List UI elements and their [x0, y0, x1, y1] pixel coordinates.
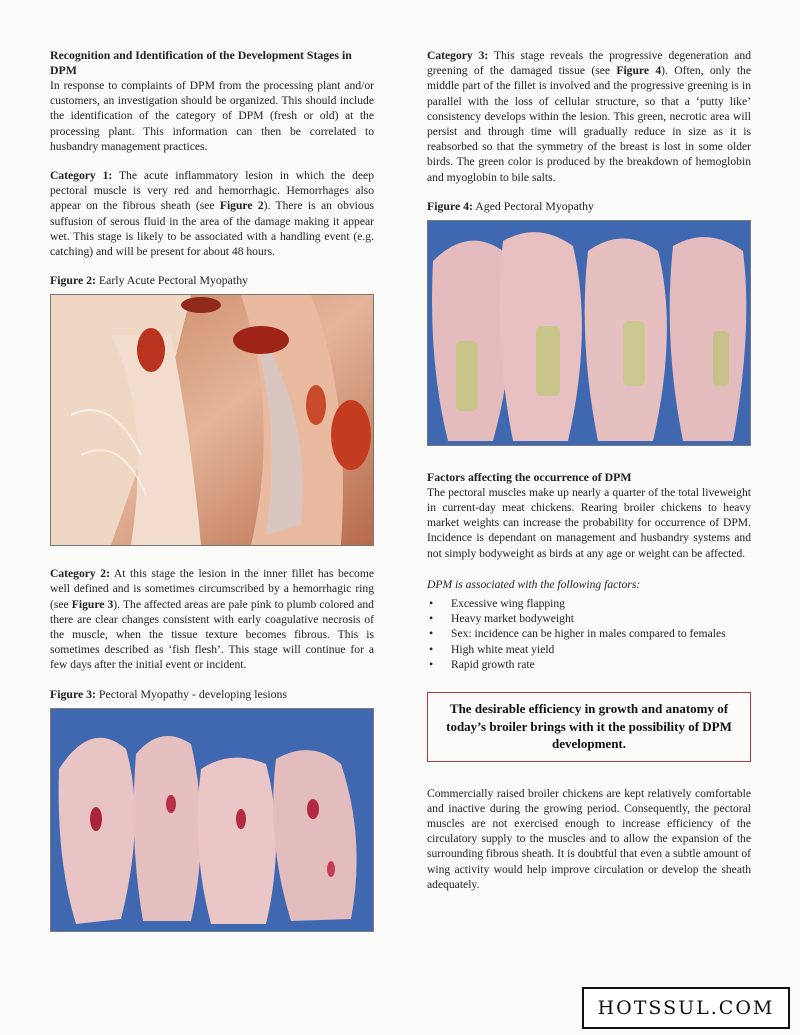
category-2-label: Category 2: — [50, 567, 110, 581]
intro-paragraph: In response to complaints of DPM from the processing plant and/or customers, an investigation should be organized. This should include the identification of the category of DPM (fresh or old) at the processing plant. This information can then be correlated to husbandry management practices. — [50, 79, 374, 153]
category-2-text-a: At this stage the lesion in the inner fillet has become well defined and is sometimes circumscribed by a hemorrhagic ring (see — [50, 567, 374, 611]
factors-heading: Factors affecting the occurrence of DPM — [427, 469, 632, 484]
list-item: • Rapid growth rate — [427, 657, 751, 672]
category-1-label: Category 1: — [50, 169, 113, 183]
site-watermark: HOTSSUL.COM — [582, 987, 790, 1029]
list-item: • Heavy market bodyweight — [427, 611, 751, 626]
category-3-text-b: ). Often, only the middle part of the fillet is involved and the progressive greening is in parallel with the loss of cellular structure, so that a ‘putty like’ consistency develops within the lesion. This green, necrotic area will persist and through time will gradually reduce in size as it is reabsorbed so that the symmetry of the breast is lost in some older birds. The green color is produced by the breakdown of hemoglobin and myoglobin to bile salts. — [427, 64, 751, 184]
category-2-text-b: ). The affected areas are pale pink to plumb colored and there are clear changes consistent with early coagulative necrosis of the muscle, when the tissue texture becomes fibrous. This is sometimes described as ‘fish flesh’. This stage will continue for a few days after the initial event or incident. — [50, 597, 374, 672]
section-heading: Recognition and Identification of the Development Stages in DPM — [50, 48, 352, 77]
list-item: • Sex: incidence can be higher in males compared to females — [427, 626, 751, 641]
figure-3-ref: Figure 3 — [71, 597, 114, 611]
callout-box: The desirable efficiency in growth and anatomy of today’s broiler brings with it the possibility of DPM development. — [427, 692, 751, 762]
category-2-paragraph — [50, 566, 374, 672]
associated-factors-intro: DPM is associated with the following factors: — [427, 577, 641, 591]
figure-2-photo — [50, 294, 374, 546]
figure-2-caption — [50, 273, 374, 288]
left-column — [50, 48, 374, 932]
figure-4-title: Aged Pectoral Myopathy — [472, 198, 594, 213]
factors-list — [427, 596, 751, 672]
closing-paragraph: Commercially raised broiler chickens are kept relatively comfortable and inactive during the growing period. Consequently, the pectoral muscles are not exercised enough to increase efficiency of the circulatory supply to the muscles and to allow the expansion of the surrounding fibrous sheath. It is doubtful that even a subtle amount of wing activity would help improve circulation or develop the sheath adequately. — [427, 786, 751, 891]
figure-2-title: Early Acute Pectoral Myopathy — [95, 273, 248, 288]
category-1-paragraph — [50, 168, 374, 259]
figure-4-ref: Figure 4 — [616, 64, 662, 78]
factors-paragraph: The pectoral muscles make up nearly a quarter of the total liveweight in current-day meat chickens. Rearing broiler chickens to heavy market weights can increase the probability for occurrence of DPM. Incidence is dependant on management and husbandry systems and not simply bodyweight as birds at any age or weight can be affected. — [427, 485, 751, 560]
category-3-paragraph — [427, 48, 751, 185]
figure-2-ref: Figure 2 — [219, 199, 264, 213]
list-item: • High white meat yield — [427, 642, 751, 657]
figure-4-photo — [427, 220, 751, 446]
figure-3-caption — [50, 687, 374, 702]
figure-3-photo — [50, 708, 374, 932]
figure-2-label: Figure 2: — [50, 273, 96, 288]
category-1-text-a: The acute inflammatory lesion in which the deep pectoral muscle is very red and hemorrhagic. Hemorrhages also appear on the fibrous sheath (see — [50, 169, 374, 213]
figure-3-label: Figure 3: — [50, 686, 96, 701]
right-column — [427, 48, 751, 892]
figure-4-caption — [427, 199, 751, 214]
category-3-label: Category 3: — [427, 49, 489, 62]
list-item: • Excessive wing flapping — [427, 596, 751, 611]
figure-3-title: Pectoral Myopathy - developing lesions — [95, 686, 287, 701]
category-3-text-a: This stage reveals the progressive degeneration and greening of the damaged tissue (see — [427, 49, 751, 78]
category-1-text-b: ). There is an obvious suffusion of serous fluid in the area of the damage making it appear wet. This stage is likely to be associated with a handling event (e.g. catching) and will be present for about 48 hours. — [50, 199, 374, 259]
figure-4-label: Figure 4: — [427, 198, 473, 213]
